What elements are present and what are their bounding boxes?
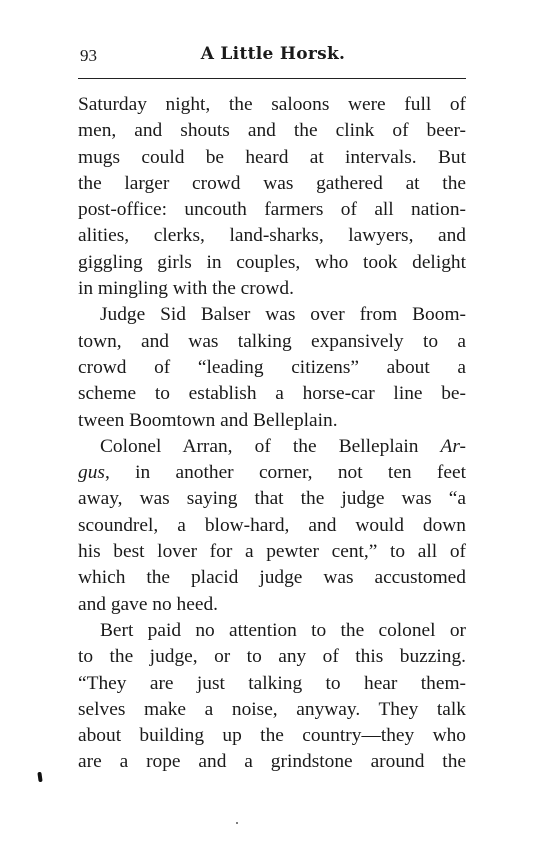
text-line: which the placid judge was accustomed (78, 567, 466, 589)
ink-mark (37, 772, 42, 782)
text-line: tween Boomtown and Belleplain. (78, 409, 338, 431)
running-title: A Little Horsk. (200, 44, 346, 64)
page-header (78, 40, 468, 74)
text-line: mugs could be heard at intervals. But (78, 146, 466, 168)
text-line: selves make a noise, anyway. They talk (78, 698, 466, 720)
text-line: his best lover for a pewter cent,” to all of (78, 541, 466, 563)
text-line: in mingling with the crowd. (78, 278, 294, 300)
page-number: 93 (80, 46, 97, 65)
text-line: post-office: uncouth farmers of all nation- (78, 199, 466, 221)
text-line: alities, clerks, land-sharks, lawyers, and (78, 225, 466, 247)
text-line: to the judge, or to any of this buzzing. (78, 646, 466, 668)
text-segment-italic: Ar- (440, 435, 466, 457)
text-line: the larger crowd was gathered at the (78, 172, 466, 194)
text-line-mixed (78, 460, 466, 486)
text-line: giggling girls in couples, who took delight (78, 251, 466, 273)
text-segment: , in another corner, not ten feet (104, 462, 466, 484)
text-segment: Colonel Arran, of the Belleplain (100, 435, 441, 457)
text-line: crowd of “leading citizens” about a (78, 356, 466, 378)
ink-speck (236, 822, 238, 824)
body-text (78, 92, 466, 776)
text-line-mixed (78, 434, 466, 460)
text-line: scheme to establish a horse-car line be- (78, 383, 466, 405)
text-line: Saturday night, the saloons were full of (78, 94, 466, 115)
text-line: are a rope and a grindstone around the (78, 751, 466, 773)
text-line: Judge Sid Balser was over from Boom- (100, 304, 466, 326)
text-line: “They are just talking to hear them- (78, 672, 466, 694)
text-line: away, was saying that the judge was “a (78, 488, 466, 510)
text-line: town, and was talking expansively to a (78, 330, 466, 352)
text-line: scoundrel, a blow-hard, and would down (78, 514, 466, 536)
text-line: and gave no heed. (78, 593, 218, 615)
text-segment-italic: gus (78, 462, 105, 484)
text-line: men, and shouts and the clink of beer- (78, 120, 466, 142)
header-rule (78, 78, 466, 79)
text-line: Bert paid no attention to the colonel or (100, 619, 466, 641)
text-line: about building up the country—they who (78, 725, 466, 747)
